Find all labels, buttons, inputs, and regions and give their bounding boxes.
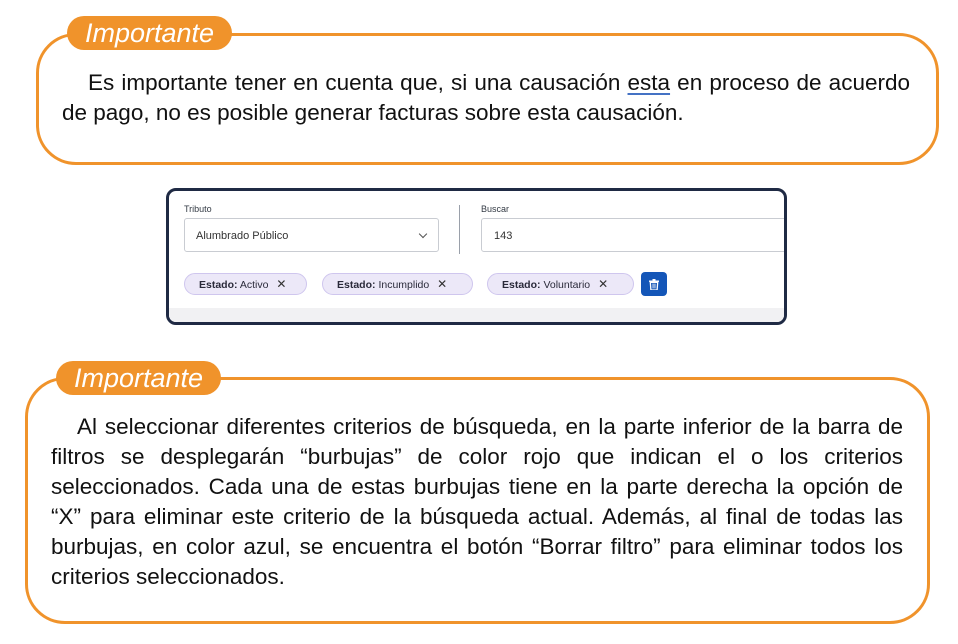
chip-value: Activo [239,279,269,291]
filter-panel [166,188,787,325]
tributo-label: Tributo [184,204,212,214]
close-icon[interactable]: ✕ [437,277,448,291]
important-note-2-text: Al seleccionar diferentes criterios de búsqueda, en la parte inferior de la barra de filtros se desplegarán “burbujas” de color rojo que indican el o los criterios seleccionados. Cada una de estas burbujas tiene en la parte derecha la opción de “X” para eliminar este criterio de la búsqueda actual. Además, al final de todas las burbujas, en color azul, se encuentra el botón “Borrar filtro” para eliminar todos los criterios seleccionados. [51,414,903,589]
note-text-part: en proceso de acuerdo de pago, no es posible generar facturas sobre esta causación. [62,70,910,125]
panel-footer [169,308,784,322]
chevron-down-icon [419,230,427,238]
important-tab-1: Importante [67,16,232,50]
close-icon[interactable]: ✕ [276,277,287,291]
chip-value: Voluntario [543,279,591,291]
filter-chip-incumplido[interactable] [322,273,473,295]
note-text-part: Es importante tener en cuenta que, si una causación [88,70,628,95]
important-tab-2: Importante [56,361,221,395]
underlined-word: esta [627,70,671,95]
filter-chip-activo[interactable] [184,273,307,295]
close-icon[interactable]: ✕ [598,277,609,291]
trash-icon [649,279,659,290]
search-input-value: 143 [494,230,513,242]
chip-key: Estado: [337,279,376,291]
filter-chip-voluntario[interactable] [487,273,634,295]
clear-filters-button[interactable] [641,272,667,296]
buscar-label: Buscar [481,204,510,214]
important-note-1-text [62,68,910,128]
tributo-select[interactable] [184,218,439,252]
chip-value: Incumplido [378,279,430,291]
chip-key: Estado: [502,279,541,291]
tributo-select-value: Alumbrado Público [196,230,289,242]
chip-key: Estado: [199,279,238,291]
search-input[interactable] [481,218,787,252]
field-divider [459,205,460,254]
